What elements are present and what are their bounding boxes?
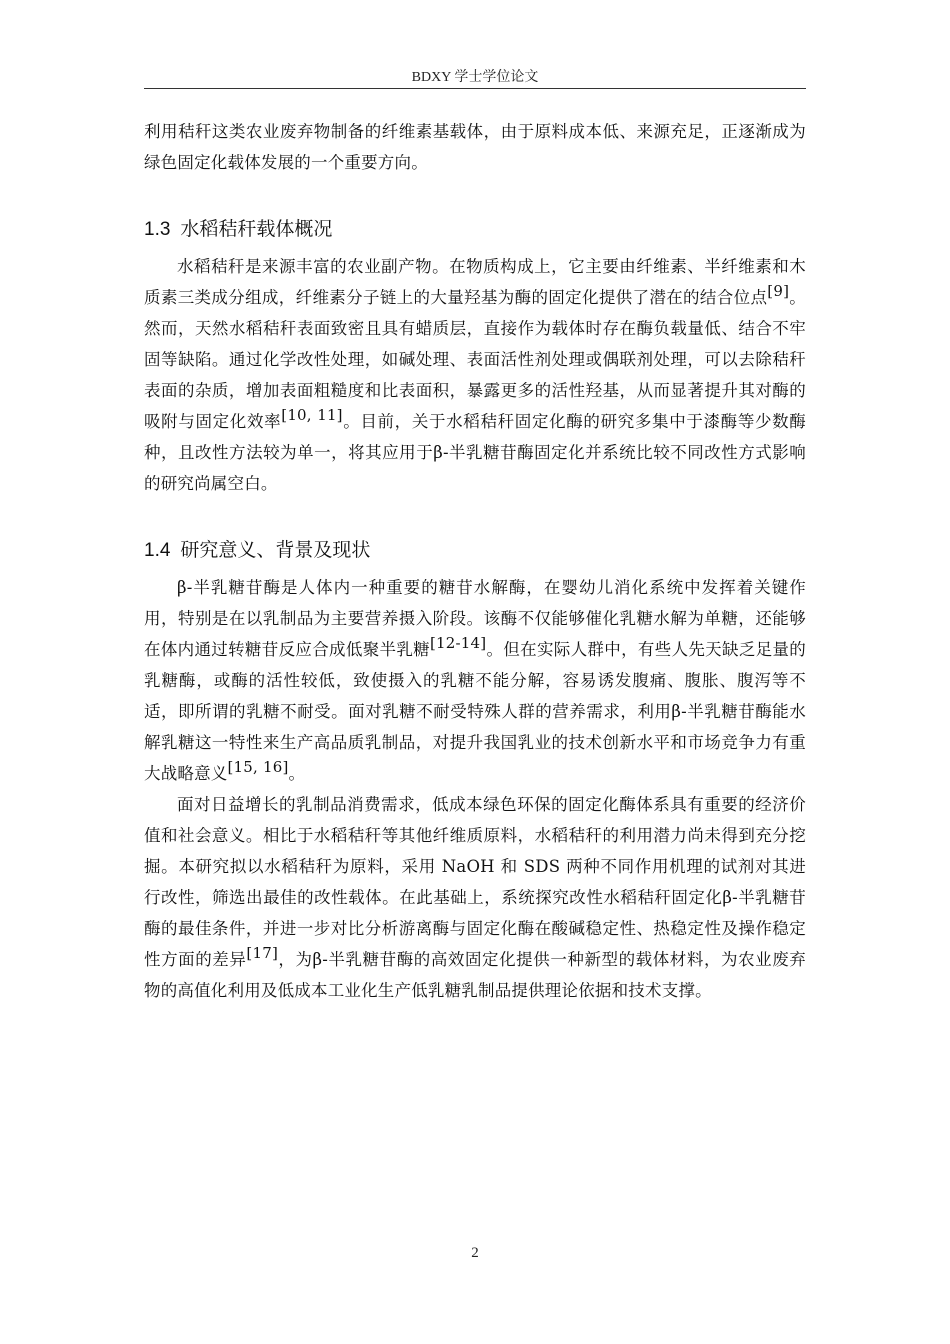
intro-paragraph: 利用秸秆这类农业废弃物制备的纤维素基载体，由于原料成本低、来源充足，正逐渐成为绿色固定化载体发展的一个重要方向。 — [144, 122, 806, 172]
text-run: ，为β-半乳糖苷酶的高效固定化提供一种新型的载体材料，为农业废弃物的高值化利用及低成本工业化生产低乳糖乳制品提供理论依据和技术支撑。 — [144, 950, 806, 1000]
citation: [17] — [246, 944, 279, 962]
section-1-4-paragraph-2 — [144, 789, 806, 1006]
citation: [10, 11] — [281, 406, 343, 424]
text-run: 。但在实际人群中，有些人先天缺乏足量的乳糖酶，或酶的活性较低，致使摄入的乳糖不能分解，容易诱发腹痛、腹胀、腹泻等不适，即所谓的乳糖不耐受。面对乳糖不耐受特殊人群的营养需求，利用β-半乳糖苷酶能水解乳糖这一特性来生产高品质乳制品，对提升我国乳业的技术创新水平和市场竞争力有重大战略意义 — [144, 640, 806, 783]
section-1-3-paragraph — [144, 251, 806, 499]
section-heading-1-4 — [144, 535, 806, 566]
text-run: 面对日益增长的乳制品消费需求，低成本绿色环保的固定化酶体系具有重要的经济价值和社会意义。相比于水稻秸秆等其他纤维质原料，水稻秸秆的利用潜力尚未得到充分挖掘。本研究拟以水稻秸秆为原料，采用 NaOH 和 SDS 两种不同作用机理的试剂对其进行改性，筛选出最佳的改性载体。在此基础上，系统探究改性水稻秸秆固定化β-半乳糖苷酶的最佳条件，并进一步对比分析游离酶与固定化酶在酸碱稳定性、热稳定性及操作稳定性方面的差异 — [144, 795, 806, 969]
page-number: 2 — [471, 1245, 479, 1261]
section-number: 1.3 — [144, 219, 171, 240]
text-run: 。目前，关于水稻秸秆固定化酶的研究多集中于漆酶等少数酶种，且改性方法较为单一，将其应用于β-半乳糖苷酶固定化并系统比较不同改性方式影响的研究尚属空白。 — [144, 412, 807, 493]
running-header: BDXY 学士学位论文 — [411, 70, 539, 85]
citation: [9] — [767, 282, 790, 300]
section-1-4-paragraph-1 — [144, 572, 806, 789]
section-heading-1-3 — [144, 214, 806, 245]
page-body — [144, 116, 806, 1006]
citation: [12-14] — [430, 634, 487, 652]
text-run: 水稻秸秆是来源丰富的农业副产物。在物质构成上，它主要由纤维素、半纤维素和木质素三类成分组成，纤维素分子链上的大量羟基为酶的固定化提供了潜在的结合位点 — [144, 257, 806, 307]
text-run: 。 — [288, 764, 306, 783]
section-title: 研究意义、背景及现状 — [180, 539, 371, 561]
citation: [15, 16] — [227, 758, 289, 776]
section-number: 1.4 — [144, 540, 171, 561]
text-run: 。然而，天然水稻秸秆表面致密且具有蜡质层，直接作为载体时存在酶负载量低、结合不牢固等缺陷。通过化学改性处理，如碱处理、表面活性剂处理或偶联剂处理，可以去除秸秆表面的杂质，增加表面粗糙度和比表面积，暴露更多的活性羟基，从而显著提升其对酶的吸附与固定化效率 — [144, 288, 807, 431]
header-rule — [144, 88, 806, 89]
section-title: 水稻秸秆载体概况 — [180, 218, 333, 240]
text-run: β-半乳糖苷酶是人体内一种重要的糖苷水解酶，在婴幼儿消化系统中发挥着关键作用，特别是在以乳制品为主要营养摄入阶段。该酶不仅能够催化乳糖水解为单糖，还能够在体内通过转糖苷反应合成低聚半乳糖 — [144, 578, 806, 659]
